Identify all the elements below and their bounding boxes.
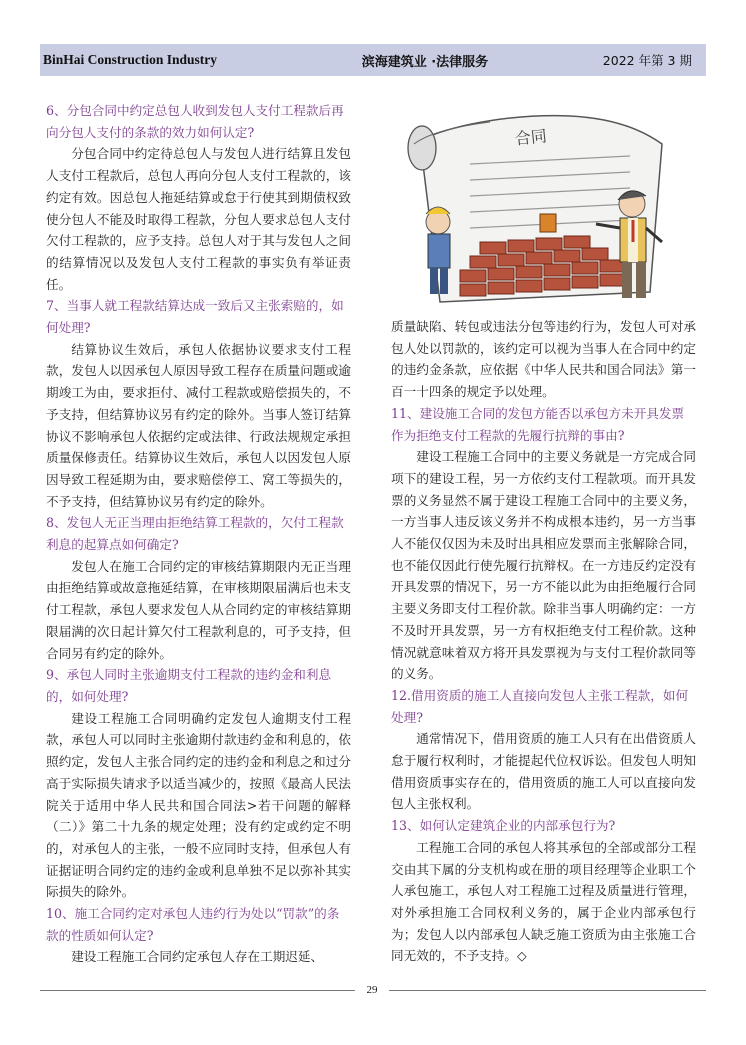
answer-paragraph: 建设工程施工合同明确约定发包人逾期支付工程款，承包人可以同时主张逾期付款违约金和利息的，依照约定，发包人主张合同约定的违约金和利息之和过分高于实际损失请求予以适当减少的，按照《最高人民法院关于适用中华人民共和国合同法>若干问题的解释（二）》第二十九条的规定处理；没有约定或约定不明的，对承包人的主张，一般不应同时支持，但承包人有证据证明合同约定的违约金或利息单独不足以弥补其实际损失的除外。	[46, 710, 351, 900]
left-column	[46, 100, 351, 968]
answer-paragraph: 分包合同中约定待总包人与发包人进行结算且发包人支付工程款后，总包人再向分包人支付工程款的，该约定有效。因总包人拖延结算或怠于行使其到期债权致使分包人不能及时取得工程款，分包人要求总包人支付欠付工程款的，应予支持。总包人对于其与发包人之间的结算情况以及发包人支付工程款的事实负有举证责任。	[46, 146, 351, 292]
question-heading: 9、承包人同时主张逾期支付工程款的违约金和利息的，如何处理?	[46, 667, 332, 704]
question-heading: 13、如何认定建筑企业的内部承包行为?	[391, 818, 616, 834]
answer-paragraph: 建设工程施工合同中的主要义务就是一方完成合同项下的建设工程，另一方依约支付工程款项。而开具发票的义务显然不属于建设工程施工合同中的主要义务，一方当事人违反该义务并不构成根本违约，另一方当事人不能仅仅因为未及时出具相应发票而主张解除合同，也不能仅因此行使先履行抗辩权。在一方违反约定没有开具发票的情况下，另一方不能以此为由拒绝履行合同主要义务即支付工程价款。除非当事人明确约定：一方不及时开具发票，另一方有权拒绝支付工程价款。这种情况就意味着双方将开具发票视为与支付工程价款同等的义务。	[391, 449, 696, 682]
magazine-name: BinHai Construction Industry	[43, 52, 218, 67]
question-heading: 11、建设施工合同的发包方能否以承包方未开具发票作为拒绝支付工程款的先履行抗辩的事由?	[391, 405, 685, 443]
contract-illustration	[400, 92, 700, 307]
answer-paragraph: 发包人在施工合同约定的审核结算期限内无正当理由拒绝结算或故意拖延结算，在审核期限届满后也未支付工程款，承包人要求发包人从合同约定的审核结算期限届满的次日起计算欠付工程款利息的，可予支持，但合同另有约定的除外。	[46, 558, 351, 661]
answer-paragraph: 通常情况下，借用资质的施工人只有在出借资质人怠于履行权利时，才能提起代位权诉讼。但发包人明知借用资质事实存在的，借用资质的施工人可以直接向发包人主张权利。	[391, 731, 696, 812]
page-number: 29	[355, 984, 389, 996]
answer-continuation: 质量缺陷、转包或违法分包等违约行为，发包人可对承包人处以罚款的，该约定可以视为当事人在合同中约定的违约金条款，应依据《中华人民共和国合同法》第一百一十四条的规定予以处理。	[391, 319, 696, 400]
scroll-title: 合同	[513, 126, 548, 149]
answer-paragraph: 结算协议生效后，承包人依据协议要求支付工程款，发包人以因承包人原因导致工程存在质量问题或逾期竣工为由，要求拒付、减付工程款或赔偿损失的，不予支持，但结算协议另有约定的除外。当事人签订结算协议不影响承包人依据约定或法律、行政法规规定承担质量保修责任。结算协议生效后，承包人以因发包人原因导致工程延期为由，要求赔偿停工、窝工等损失的，不予支持，但结算协议另有约定的除外。	[46, 341, 351, 509]
answer-paragraph: 建设工程施工合同约定承包人存在工期迟延、	[71, 949, 324, 965]
issue-number: 2022 年第 3 期	[602, 53, 692, 68]
question-heading: 8、发包人无正当理由拒绝结算工程款的，欠付工程款利息的起算点如何确定?	[46, 515, 344, 553]
question-heading: 6、分包合同中约定总包人收到发包人支付工程款后再向分包人支付的条款的效力如何认定?	[46, 103, 344, 140]
page-header	[40, 44, 706, 76]
question-heading: 10、施工合同约定对承包人违约行为处以“罚款”的条款的性质如何认定?	[46, 906, 340, 943]
right-column	[391, 316, 696, 967]
question-heading: 12.借用资质的施工人直接向发包人主张工程款，如何处理?	[391, 687, 689, 725]
section-title: 滨海建筑业 ·法律服务	[361, 54, 489, 70]
question-heading: 7、当事人就工程款结算达成一致后又主张索赔的，如何处理?	[46, 298, 344, 336]
answer-paragraph: 工程施工合同的承包人将其承包的全部或部分工程交由其下属的分支机构或在册的项目经理等企业职工个人承包施工，承包人对工程施工过程及质量进行管理，对外承担施工合同权利义务的，属于企业内部承包行为；发包人以内部承包人缺乏施工资质为由主张施工合同无效的，不予支持。◇	[391, 839, 696, 964]
